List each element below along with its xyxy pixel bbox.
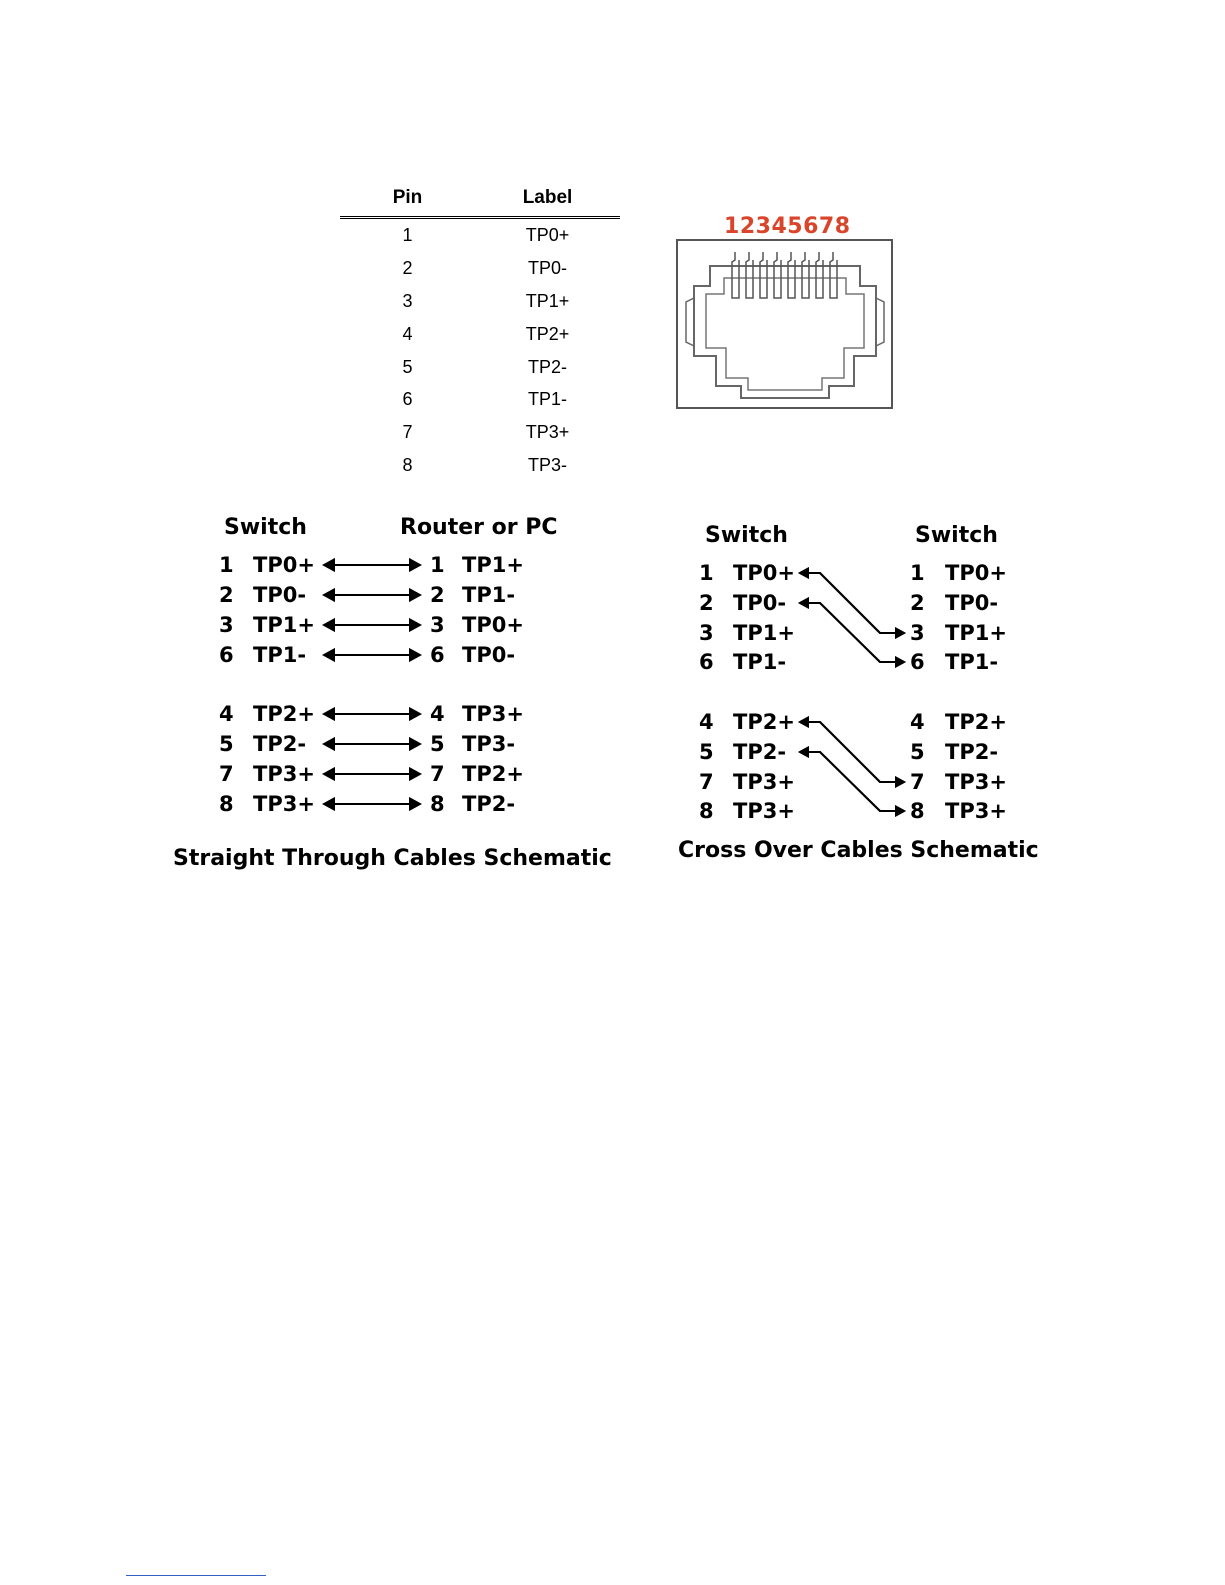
cross-arrow-head-right (895, 627, 906, 639)
cross-left-pin-label: TP0- (733, 591, 787, 615)
straight-right-pin-number: 2 (430, 583, 445, 607)
straight-left-pin-number: 1 (219, 553, 234, 577)
label-cell: TP1+ (525, 290, 570, 311)
cross-arrow-head-left (798, 567, 809, 579)
straight-left-pin-number: 8 (219, 792, 234, 816)
cross-left-pin-number: 7 (699, 770, 714, 794)
straight-right-pin-number: 6 (430, 643, 445, 667)
straight-left-pin-label: TP0- (253, 583, 307, 607)
cross-left-pin-number: 1 (699, 561, 714, 585)
connector-pin-number: 4 (771, 214, 787, 239)
straight-left-pin-number: 7 (219, 762, 234, 786)
cross-left-pin-label: TP1- (733, 650, 787, 674)
cross-right-pin-label: TP3+ (945, 799, 1007, 823)
cross-left-pin-number: 6 (699, 650, 714, 674)
footnote-divider (126, 1575, 266, 1576)
label-cell: TP2- (527, 356, 567, 377)
label-cell: TP2+ (525, 323, 570, 344)
pin-cell: 2 (402, 257, 413, 278)
straight-right-pin-label: TP2+ (462, 762, 524, 786)
connector-pin-number: 1 (724, 214, 740, 239)
label-cell: TP0+ (525, 224, 570, 245)
straight-left-pin-label: TP1- (253, 643, 307, 667)
pin-cell: 5 (402, 356, 413, 377)
cross-left-heading: Switch (705, 523, 788, 548)
straight-left-pin-number: 2 (219, 583, 234, 607)
cross-left-pin-number: 2 (699, 591, 714, 615)
cross-left-pin-number: 5 (699, 740, 714, 764)
cross-right-pin-number: 6 (910, 650, 925, 674)
straight-right-pin-number: 7 (430, 762, 445, 786)
cross-left-pin-number: 3 (699, 621, 714, 645)
cross-right-pin-number: 3 (910, 621, 925, 645)
straight-right-pin-number: 1 (430, 553, 445, 577)
connector-pin-number: 8 (834, 214, 850, 239)
straight-right-pin-label: TP3- (462, 732, 516, 756)
connector-pin-number: 5 (787, 214, 803, 239)
cross-right-pin-label: TP2+ (945, 710, 1007, 734)
pin-cell: 7 (402, 422, 413, 443)
straight-left-heading: Switch (224, 515, 307, 540)
straight-caption: Straight Through Cables Schematic (173, 846, 612, 871)
cross-left-pin-number: 8 (699, 799, 714, 823)
straight-left-pin-label: TP0+ (253, 553, 315, 577)
straight-left-pin-label: TP2+ (253, 702, 315, 726)
straight-right-pin-label: TP1+ (462, 553, 524, 577)
label-cell: TP0- (527, 257, 567, 278)
label-cell: TP3- (527, 455, 567, 476)
label-cell: TP1- (527, 389, 567, 410)
cross-caption: Cross Over Cables Schematic (678, 838, 1039, 863)
connector-pin-number: 7 (818, 214, 835, 239)
cross-arrow-head-left (798, 716, 809, 728)
pin-cell: 1 (402, 224, 413, 245)
cross-right-pin-number: 8 (910, 799, 925, 823)
cross-right-pin-number: 7 (910, 770, 925, 794)
cross-left-pin-number: 4 (699, 710, 714, 734)
pin-cell: 6 (402, 389, 413, 410)
cross-right-pin-number: 1 (910, 561, 925, 585)
straight-left-pin-label: TP3+ (253, 792, 315, 816)
pin-cell: 4 (402, 323, 413, 344)
straight-right-pin-label: TP3+ (462, 702, 524, 726)
cross-left-pin-label: TP2+ (733, 710, 795, 734)
cross-arrow-head-right (895, 656, 906, 668)
cross-right-pin-label: TP3+ (945, 770, 1007, 794)
straight-right-pin-number: 3 (430, 613, 445, 637)
cross-left-pin-label: TP3+ (733, 799, 795, 823)
cross-left-pin-label: TP2- (733, 740, 787, 764)
straight-left-pin-label: TP2- (253, 732, 307, 756)
label-cell: TP3+ (525, 422, 570, 443)
cross-right-pin-label: TP2- (945, 740, 999, 764)
cross-arrow-head-left (798, 597, 809, 609)
straight-right-pin-label: TP0+ (462, 613, 524, 637)
cross-right-pin-label: TP0- (945, 591, 999, 615)
cross-arrow-head-right (895, 805, 906, 817)
straight-left-pin-label: TP1+ (253, 613, 315, 637)
straight-left-pin-number: 6 (219, 643, 234, 667)
cross-arrow-head-right (895, 776, 906, 788)
straight-right-pin-label: TP0- (462, 643, 516, 667)
header-pin: Pin (392, 187, 423, 208)
cross-left-pin-label: TP3+ (733, 770, 795, 794)
straight-left-pin-number: 5 (219, 732, 234, 756)
cross-left-pin-label: TP0+ (733, 561, 795, 585)
straight-right-pin-label: TP2- (462, 792, 516, 816)
cross-right-heading: Switch (915, 523, 998, 548)
cross-arrow-head-left (798, 746, 809, 758)
straight-right-pin-label: TP1- (462, 583, 516, 607)
straight-left-pin-number: 3 (219, 613, 234, 637)
cross-right-pin-number: 4 (910, 710, 925, 734)
cross-left-pin-label: TP1+ (733, 621, 795, 645)
straight-left-pin-number: 4 (219, 702, 234, 726)
connector-pin-number: 6 (803, 214, 819, 239)
pin-cell: 3 (402, 290, 413, 311)
straight-right-heading: Router or PC (400, 515, 558, 540)
straight-left-pin-label: TP3+ (253, 762, 315, 786)
cross-right-pin-label: TP1+ (945, 621, 1007, 645)
straight-right-pin-number: 5 (430, 732, 445, 756)
cross-right-pin-number: 5 (910, 740, 925, 764)
straight-right-pin-number: 8 (430, 792, 445, 816)
cross-right-pin-label: TP1- (945, 650, 999, 674)
cross-right-pin-number: 2 (910, 591, 925, 615)
cross-right-pin-label: TP0+ (945, 561, 1007, 585)
header-label: Label (522, 187, 573, 208)
pin-cell: 8 (402, 455, 413, 476)
straight-right-pin-number: 4 (430, 702, 445, 726)
connector-pin-number: 3 (755, 214, 771, 239)
connector-pin-number: 2 (739, 214, 756, 239)
